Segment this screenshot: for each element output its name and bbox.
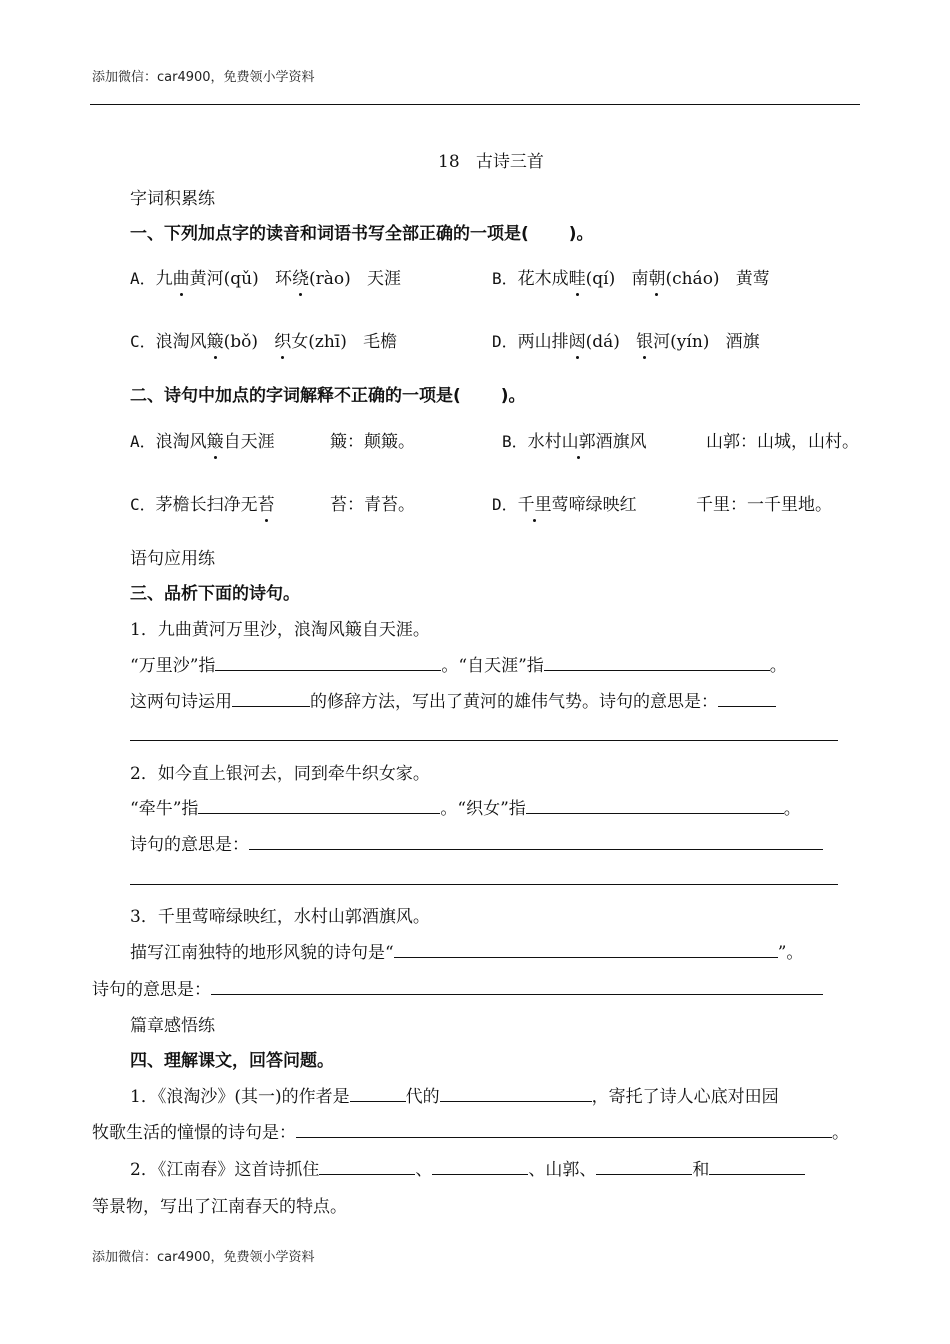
question-4-stem: 四、理解课文，回答问题。 bbox=[130, 1051, 334, 1071]
q3-line-2: 这两句诗运用 的修辞方法，写出了黄河的雄伟气势。诗句的意思是： bbox=[130, 687, 776, 712]
q1-option-a[interactable]: A．九曲黄河(qǔ) 环绕(rào) 天涯 bbox=[130, 264, 401, 289]
q3-line-1: “万里沙”指 。“自天涯”指 。 bbox=[130, 656, 787, 676]
q3-line-4: 诗句的意思是： bbox=[130, 830, 823, 855]
answer-blank[interactable] bbox=[350, 1085, 406, 1102]
answer-blank[interactable] bbox=[211, 978, 823, 995]
q1-option-b[interactable]: B．花木成畦(qí) 南朝(cháo) 黄莺 bbox=[492, 264, 770, 289]
page-title bbox=[438, 147, 544, 172]
q3-line-3: “牵牛”指 。“织女”指 。 bbox=[130, 799, 801, 819]
q4-item-2-cont: 等景物，写出了江南春天的特点。 bbox=[92, 1197, 347, 1217]
header-rule bbox=[90, 104, 860, 105]
answer-blank[interactable] bbox=[296, 1121, 832, 1138]
q4-item-2: 2．《江南春》这首诗抓住 、 、山郭、 和 bbox=[130, 1155, 805, 1180]
answer-blank[interactable] bbox=[526, 797, 784, 814]
answer-line[interactable] bbox=[130, 884, 838, 885]
question-2-stem: 二、诗句中加点的字词解释不正确的一项是( )。 bbox=[130, 386, 526, 406]
section-heading-vocabulary: 字词积累练 bbox=[130, 189, 215, 209]
q3-line-6: 诗句的意思是： bbox=[92, 975, 823, 1000]
q2-option-a[interactable]: A．浪淘风簸自天涯 bbox=[130, 427, 275, 452]
answer-blank[interactable] bbox=[215, 654, 441, 671]
answer-blank[interactable] bbox=[709, 1158, 805, 1175]
footer-note: 添加微信：car4900，免费领小学资料 bbox=[92, 1250, 315, 1265]
answer-blank[interactable] bbox=[319, 1158, 415, 1175]
title-text: 古诗三首 bbox=[475, 152, 544, 172]
section-heading-sentences: 语句应用练 bbox=[130, 549, 215, 569]
answer-blank[interactable] bbox=[198, 797, 440, 814]
question-3-stem: 三、品析下面的诗句。 bbox=[130, 584, 300, 604]
q3-poem-1: 1．九曲黄河万里沙，浪淘风簸自天涯。 bbox=[130, 620, 430, 640]
section-heading-passage: 篇章感悟练 bbox=[130, 1016, 215, 1036]
q3-line-5: 描写江南独特的地形风貌的诗句是“ ”。 bbox=[130, 943, 804, 963]
answer-blank[interactable] bbox=[432, 1158, 528, 1175]
answer-blank[interactable] bbox=[544, 654, 770, 671]
q2-option-c[interactable]: C．茅檐长扫净无苔 bbox=[130, 490, 275, 515]
q1-option-d[interactable]: D．两山排闼(dá) 银河(yín) 酒旗 bbox=[492, 327, 760, 352]
title-number: 18 bbox=[438, 152, 460, 172]
q2-option-a-explain: 簸：颠簸。 bbox=[330, 432, 415, 452]
answer-blank[interactable] bbox=[440, 1085, 592, 1102]
header-note: 添加微信：car4900，免费领小学资料 bbox=[92, 70, 315, 85]
q2-option-c-explain: 苔：青苔。 bbox=[330, 495, 415, 515]
answer-line[interactable] bbox=[130, 740, 838, 741]
q4-item-1: 1．《浪淘沙》(其一)的作者是 代的 ，寄托了诗人心底对田园 bbox=[130, 1087, 779, 1107]
answer-blank[interactable] bbox=[718, 690, 776, 707]
answer-blank[interactable] bbox=[249, 833, 823, 850]
q2-option-d[interactable]: D．千里莺啼绿映红 bbox=[492, 490, 637, 515]
q1-option-c[interactable]: C．浪淘风簸(bǒ) 织女(zhī) 毛檐 bbox=[130, 327, 397, 352]
q2-option-b[interactable]: B．水村山郭酒旗风 bbox=[502, 427, 647, 452]
answer-blank[interactable] bbox=[596, 1158, 692, 1175]
q2-option-b-explain: 山郭：山城，山村。 bbox=[706, 432, 859, 452]
question-1-stem: 一、下列加点字的读音和词语书写全部正确的一项是( )。 bbox=[130, 224, 594, 244]
q3-poem-2: 2．如今直上银河去，同到牵牛织女家。 bbox=[130, 764, 430, 784]
answer-blank[interactable] bbox=[232, 690, 310, 707]
q2-option-d-explain: 千里：一千里地。 bbox=[696, 495, 832, 515]
q4-item-1-cont: 牧歌生活的憧憬的诗句是： 。 bbox=[92, 1123, 849, 1143]
q3-poem-3: 3．千里莺啼绿映红，水村山郭酒旗风。 bbox=[130, 907, 430, 927]
answer-blank[interactable] bbox=[394, 941, 778, 958]
